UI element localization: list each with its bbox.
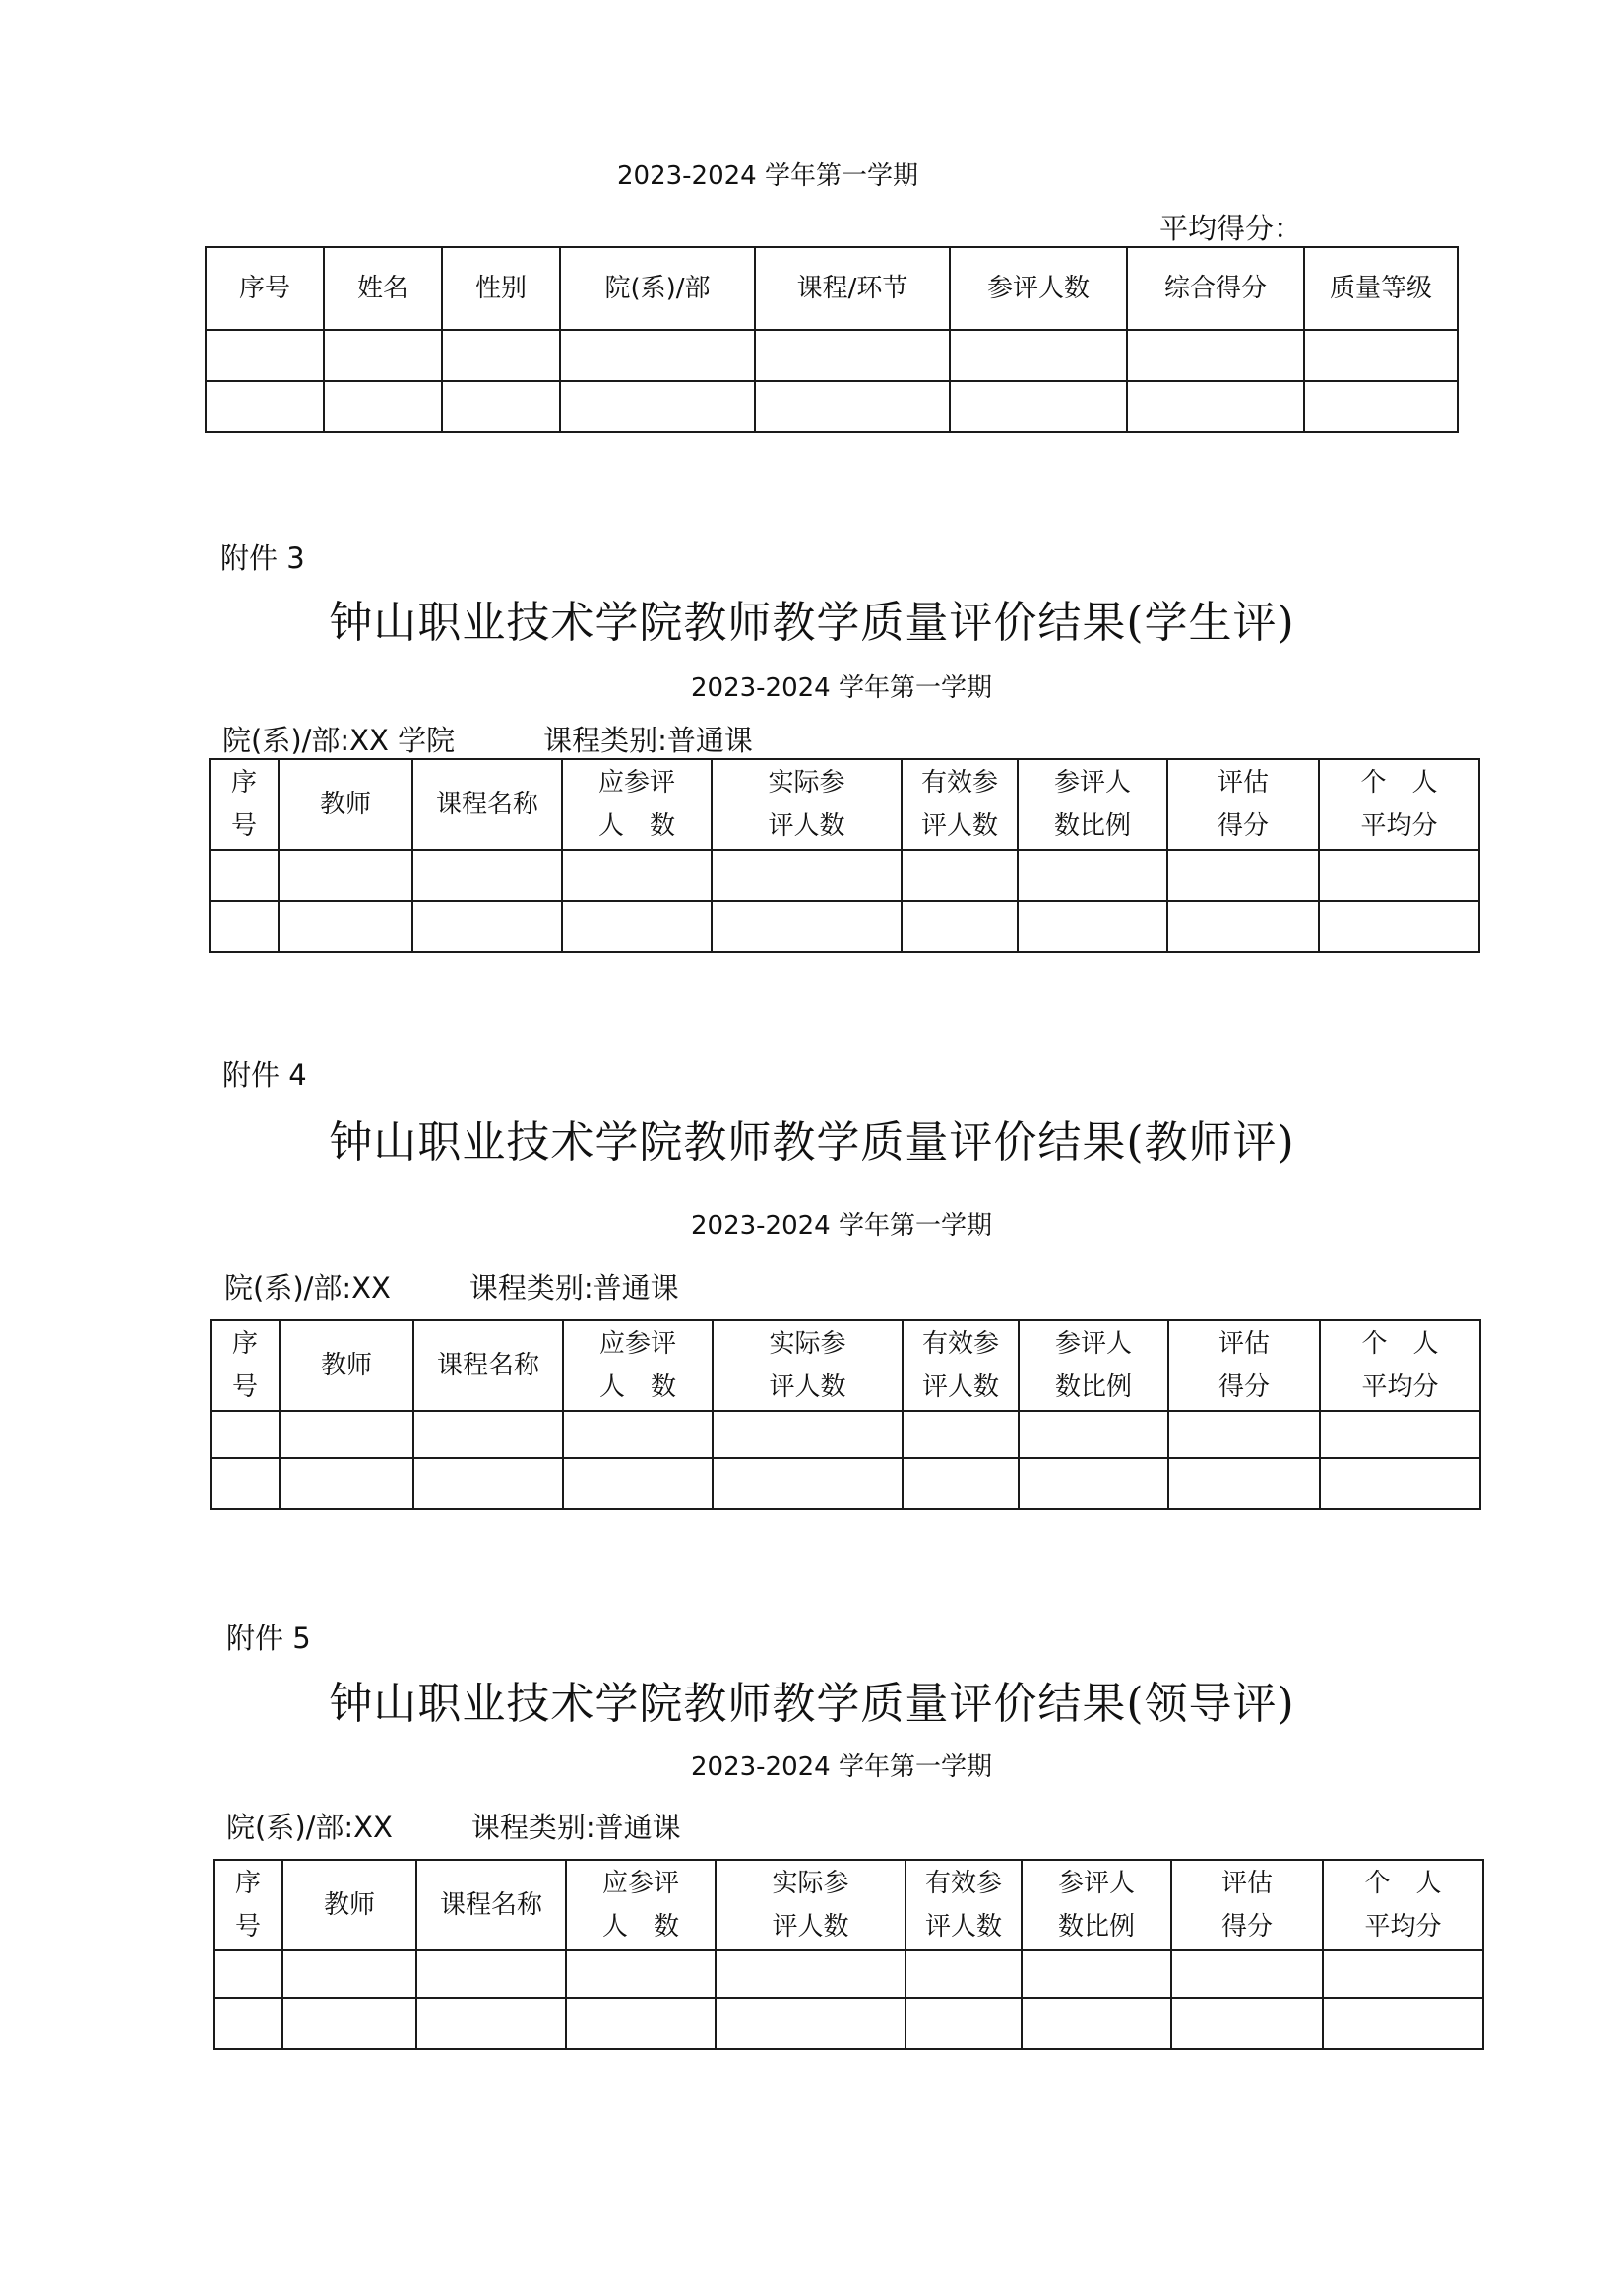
column-header: 应参评 人 数 [566, 1860, 716, 1950]
table-cell [562, 850, 712, 901]
table-cell [442, 381, 560, 432]
table-cell [1167, 850, 1319, 901]
column-header: 评估 得分 [1171, 1860, 1323, 1950]
column-header: 参评人 数比例 [1018, 759, 1167, 850]
table-cell [903, 1411, 1019, 1458]
table-cell [214, 1998, 282, 2049]
column-header: 实际参 评人数 [712, 759, 902, 850]
column-header: 有效参 评人数 [903, 1320, 1019, 1411]
table-cell [413, 1458, 563, 1509]
column-header: 参评人 数比例 [1019, 1320, 1168, 1411]
annex-label: 附件 3 [220, 541, 305, 575]
table-cell [211, 1411, 280, 1458]
column-header: 课程名称 [413, 1320, 563, 1411]
table-cell [279, 901, 412, 952]
table-cell [206, 381, 324, 432]
table-cell [206, 330, 324, 381]
column-header: 综合得分 [1127, 247, 1304, 330]
table-cell [563, 1411, 713, 1458]
table-cell [1304, 330, 1458, 381]
column-header: 应参评 人 数 [563, 1320, 713, 1411]
table-cell [712, 850, 902, 901]
semester-label: 2023-2024 学年第一学期 [691, 1752, 992, 1782]
table-cell [1304, 381, 1458, 432]
table-cell [566, 1950, 716, 1998]
table-cell [1127, 330, 1304, 381]
column-header: 序 号 [211, 1320, 280, 1411]
table-cell [1018, 901, 1167, 952]
filter-line [224, 1266, 679, 1306]
table-cell [412, 850, 562, 901]
table-cell [566, 1998, 716, 2049]
table-cell [755, 330, 950, 381]
table-header-row [206, 247, 1458, 330]
table-cell [716, 1998, 906, 2049]
table-row [210, 901, 1479, 952]
column-header: 序 号 [214, 1860, 282, 1950]
table-cell [1168, 1458, 1320, 1509]
table-cell [1022, 1998, 1171, 2049]
column-header: 评估 得分 [1168, 1320, 1320, 1411]
column-header: 课程/环节 [755, 247, 950, 330]
department-label: 院(系)/部:XX [224, 1271, 391, 1305]
column-header: 教师 [279, 759, 412, 850]
table-cell [416, 1950, 566, 1998]
table-cell [1022, 1950, 1171, 1998]
summary-table [205, 246, 1459, 433]
table-cell [282, 1950, 416, 1998]
page-title: 钟山职业技术学院教师教学质量评价结果(学生评) [329, 598, 1295, 648]
table-cell [1019, 1411, 1168, 1458]
annex-label: 附件 5 [226, 1622, 311, 1655]
column-header: 质量等级 [1304, 247, 1458, 330]
semester-label: 2023-2024 学年第一学期 [691, 673, 992, 703]
table-cell [1323, 1998, 1483, 2049]
table-cell [902, 901, 1018, 952]
table-row [211, 1411, 1480, 1458]
column-header: 应参评 人 数 [562, 759, 712, 850]
evaluation-table [210, 1319, 1481, 1510]
table-cell [1319, 901, 1479, 952]
evaluation-table [213, 1859, 1484, 2050]
table-row [214, 1998, 1483, 2049]
table-cell [1168, 1411, 1320, 1458]
table-cell [902, 850, 1018, 901]
table-header-row [214, 1860, 1483, 1950]
table-cell [280, 1411, 413, 1458]
table-cell [563, 1458, 713, 1509]
column-header: 课程名称 [416, 1860, 566, 1950]
table-cell [1320, 1458, 1480, 1509]
column-header: 序号 [206, 247, 324, 330]
table-cell [1319, 850, 1479, 901]
department-label: 院(系)/部:XX 学院 [222, 724, 456, 757]
table-cell [279, 850, 412, 901]
table-cell [280, 1458, 413, 1509]
table-cell [1167, 901, 1319, 952]
evaluation-table [209, 758, 1480, 953]
filter-line [226, 1806, 681, 1846]
annex-label: 附件 4 [222, 1058, 307, 1092]
table-cell [324, 381, 442, 432]
course-type-label: 课程类别:普通课 [470, 1811, 681, 1844]
table-cell [1171, 1998, 1323, 2049]
table-cell [324, 330, 442, 381]
column-header: 性别 [442, 247, 560, 330]
page-title: 钟山职业技术学院教师教学质量评价结果(领导评) [329, 1679, 1295, 1729]
table-cell [282, 1998, 416, 2049]
table-cell [906, 1950, 1022, 1998]
table-cell [560, 330, 755, 381]
semester-label: 2023-2024 学年第一学期 [617, 161, 918, 191]
table-cell [713, 1458, 903, 1509]
column-header: 教师 [282, 1860, 416, 1950]
column-header: 个 人 平均分 [1323, 1860, 1483, 1950]
department-label: 院(系)/部:XX [226, 1811, 393, 1844]
table-cell [211, 1458, 280, 1509]
table-cell [716, 1950, 906, 1998]
table-row [206, 381, 1458, 432]
table-cell [1019, 1458, 1168, 1509]
column-header: 参评人 数比例 [1022, 1860, 1171, 1950]
table-cell [712, 901, 902, 952]
column-header: 院(系)/部 [560, 247, 755, 330]
table-row [210, 850, 1479, 901]
table-cell [1127, 381, 1304, 432]
table-cell [1320, 1411, 1480, 1458]
column-header: 参评人数 [950, 247, 1127, 330]
column-header: 课程名称 [412, 759, 562, 850]
table-header-row [211, 1320, 1480, 1411]
column-header: 评估 得分 [1167, 759, 1319, 850]
table-cell [412, 901, 562, 952]
table-cell [416, 1998, 566, 2049]
table-cell [903, 1458, 1019, 1509]
table-row [211, 1458, 1480, 1509]
table-cell [1171, 1950, 1323, 1998]
table-cell [1018, 850, 1167, 901]
table-cell [442, 330, 560, 381]
table-cell [906, 1998, 1022, 2049]
column-header: 有效参 评人数 [902, 759, 1018, 850]
average-score-label: 平均得分： [1159, 212, 1303, 245]
table-cell [950, 381, 1127, 432]
table-header-row [210, 759, 1479, 850]
column-header: 有效参 评人数 [906, 1860, 1022, 1950]
table-row [206, 330, 1458, 381]
table-row [214, 1950, 1483, 1998]
course-type-label: 课程类别:普通课 [543, 724, 753, 757]
column-header: 姓名 [324, 247, 442, 330]
table-cell [560, 381, 755, 432]
column-header: 实际参 评人数 [716, 1860, 906, 1950]
column-header: 个 人 平均分 [1319, 759, 1479, 850]
column-header: 教师 [280, 1320, 413, 1411]
column-header: 序 号 [210, 759, 279, 850]
course-type-label: 课程类别:普通课 [468, 1271, 679, 1305]
table-cell [950, 330, 1127, 381]
filter-line [222, 719, 753, 759]
table-cell [755, 381, 950, 432]
table-cell [210, 850, 279, 901]
table-cell [214, 1950, 282, 1998]
table-cell [1323, 1950, 1483, 1998]
table-cell [210, 901, 279, 952]
column-header: 个 人 平均分 [1320, 1320, 1480, 1411]
table-cell [713, 1411, 903, 1458]
table-cell [413, 1411, 563, 1458]
semester-label: 2023-2024 学年第一学期 [691, 1211, 992, 1241]
page-title: 钟山职业技术学院教师教学质量评价结果(教师评) [329, 1117, 1295, 1168]
column-header: 实际参 评人数 [713, 1320, 903, 1411]
table-cell [562, 901, 712, 952]
